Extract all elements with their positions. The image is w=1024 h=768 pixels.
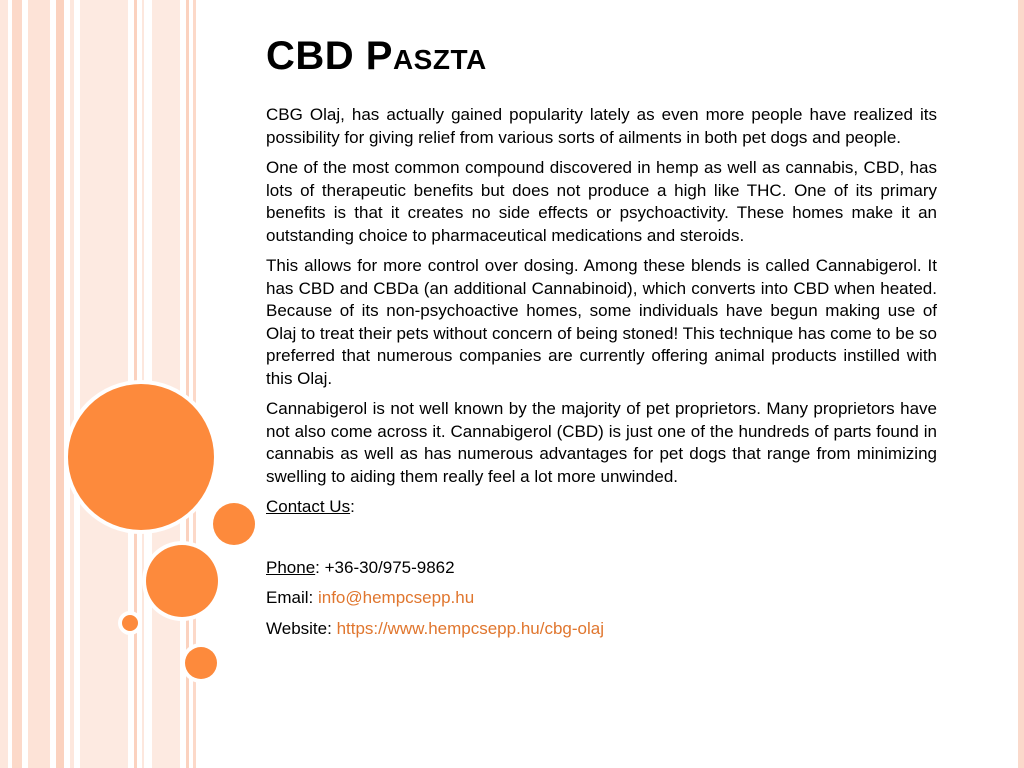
decorative-stripes <box>0 0 200 768</box>
slide-content <box>266 30 937 648</box>
stripe <box>56 0 64 768</box>
email-link[interactable]: info@hempcsepp.hu <box>317 588 475 607</box>
stripe <box>152 0 180 768</box>
paragraph-4: Cannabigerol is not well known by the majority of pet proprietors. Many proprietors have not also come across it. Cannabigerol (CBD) is just one of the hundreds of parts found in cannabis as well as has numerous advantages for pet dogs that range from minimizing swelling to aiding them really feel a lot more unwinded. <box>266 399 937 486</box>
paragraph-1: CBG Olaj, has actually gained popularity lately as even more people have realized its possibility for giving relief from various sorts of ailments in both pet dogs and people. <box>266 105 937 147</box>
stripe <box>80 0 128 768</box>
phone-line <box>266 557 937 580</box>
stripe <box>28 0 50 768</box>
page-title: CBD Paszta <box>266 34 487 78</box>
contact-heading-colon: : <box>350 497 355 516</box>
medium-circle-decoration <box>146 545 218 617</box>
paragraph-3: This allows for more control over dosing. Among these blends is called Cannabigerol. It has CBD and CBDa (an additional Cannabinoid), which converts into CBD when heated. Because of its non-psychoactive homes, some individuals have begun making use of Olaj to treat their pets without concern of being stoned! This technique has come to be so preferred that numerous companies are currently offering animal products instilled with this Olaj. <box>266 256 937 388</box>
website-link[interactable]: https://www.hempcsepp.hu/cbg-olaj <box>336 618 604 638</box>
email-line <box>266 587 937 610</box>
stripe <box>12 0 22 768</box>
website-label: Website: <box>266 618 337 638</box>
stripe <box>70 0 74 768</box>
phone-label: Phone <box>266 557 316 577</box>
tiny-circle-decoration <box>122 615 138 631</box>
paragraph-2: One of the most common compound discovered in hemp as well as cannabis, CBD, has lots of therapeutic benefits but does not produce a high like THC. One of its primary benefits is that it creates no side effects or psychoactivity. These homes make it an outstanding choice to pharmaceutical medications and steroids. <box>266 158 937 245</box>
website-line <box>266 618 937 641</box>
small-circle-decoration <box>213 503 255 545</box>
contact-heading-line <box>266 496 937 519</box>
contact-heading: Contact Us <box>266 497 351 516</box>
large-circle-decoration <box>68 384 214 530</box>
phone-value: : +36-30/975-9862 <box>315 557 455 577</box>
email-label: Email: <box>266 588 318 607</box>
small-circle-decoration-bottom <box>185 647 217 679</box>
stripe <box>0 0 8 768</box>
right-edge-stripe <box>1018 0 1024 768</box>
